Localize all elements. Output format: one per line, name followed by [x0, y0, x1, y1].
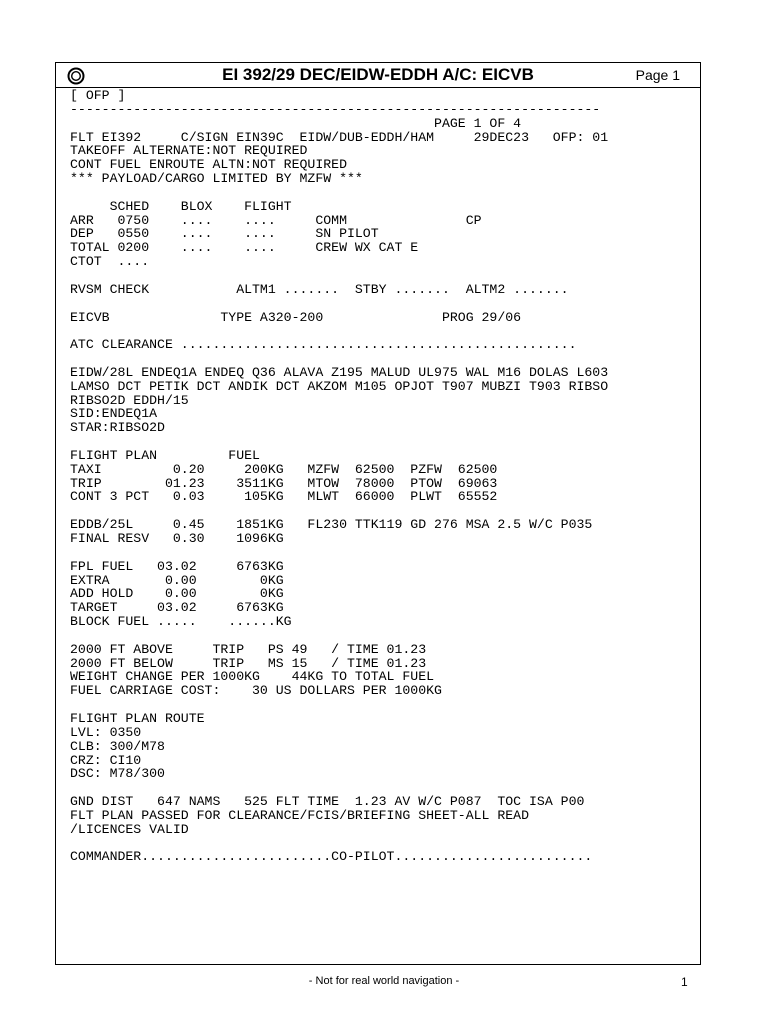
- ofp-line: [70, 435, 608, 449]
- ofp-line: FLT PLAN PASSED FOR CLEARANCE/FCIS/BRIEFING SHEET-ALL READ: [70, 807, 529, 823]
- ofp-line: FINAL RESV 0.30 1096KG: [70, 531, 284, 546]
- ofp-line: RVSM CHECK ALTM1 ....... STBY ....... ALTM2 .......: [70, 281, 569, 297]
- ofp-line: TAKEOFF ALTERNATE:NOT REQUIRED: [70, 143, 308, 159]
- footer-page-number: 1: [681, 975, 688, 989]
- ofp-line: [70, 186, 608, 200]
- ofp-line: COMMANDER........................CO-PILOT.........................: [70, 849, 593, 865]
- ofp-line: 2000 FT BELOW TRIP MS 15 / TIME 01.23: [70, 655, 427, 671]
- ofp-line: GND DIST 647 NAMS 525 FLT TIME 1.23 AV W/C P087 TOC ISA P00: [70, 794, 585, 810]
- ofp-line: RIBSO2D EDDH/15: [70, 392, 189, 408]
- ofp-line: [70, 352, 608, 366]
- ofp-line: /LICENCES VALID: [70, 821, 189, 837]
- ofp-line: WEIGHT CHANGE PER 1000KG 44KG TO TOTAL FUEL: [70, 669, 435, 685]
- ofp-line: [ OFP ]: [70, 88, 126, 103]
- ofp-line: FLIGHT PLAN ROUTE: [70, 710, 205, 726]
- document-frame: [55, 62, 701, 965]
- ofp-line: FLIGHT PLAN FUEL: [70, 447, 260, 463]
- ofp-line: LAMSO DCT PETIK DCT ANDIK DCT AKZOM M105 OPJOT T907 MUBZI T903 RIBSO: [70, 378, 609, 394]
- ofp-line: TOTAL 0200 .... .... CREW WX CAT E: [70, 240, 419, 256]
- ofp-line: EIDW/28L ENDEQ1A ENDEQ Q36 ALAVA Z195 MALUD UL975 WAL M16 DOLAS L603: [70, 364, 609, 380]
- ofp-line: LVL: 0350: [70, 724, 142, 740]
- ofp-line: PAGE 1 OF 4: [70, 115, 522, 131]
- ofp-line: ARR 0750 .... .... COMM CP: [70, 212, 482, 228]
- ofp-line: EDDB/25L 0.45 1851KG FL230 TTK119 GD 276 MSA 2.5 W/C P035: [70, 517, 593, 533]
- ofp-line: 2000 FT ABOVE TRIP PS 49 / TIME 01.23: [70, 641, 427, 657]
- ofp-line: ATC CLEARANCE ..................................................: [70, 337, 577, 353]
- ofp-line: TAXI 0.20 200KG MZFW 62500 PZFW 62500: [70, 461, 498, 477]
- ofp-line: [70, 698, 608, 712]
- ofp-line: CONT 3 PCT 0.03 105KG MLWT 66000 PLWT 65552: [70, 489, 498, 505]
- ofp-line: DEP 0550 .... .... SN PILOT: [70, 226, 379, 242]
- ofp-line: CRZ: CI10: [70, 752, 142, 768]
- ofp-line: FUEL CARRIAGE COST: 30 US DOLLARS PER 1000KG: [70, 683, 442, 699]
- ofp-line: FLT EI392 C/SIGN EIN39C EIDW/DUB-EDDH/HAM 29DEC23 OFP: 01: [70, 129, 609, 145]
- ofp-line: CLB: 300/M78: [70, 738, 165, 754]
- ofp-line: -------------------------------------------------------------------: [70, 101, 601, 117]
- ofp-line: [70, 297, 608, 311]
- flight-title: EI 392/29 DEC/EIDW-EDDH A/C: EICVB: [222, 65, 534, 84]
- ofp-line: [70, 837, 608, 851]
- ofp-line: TARGET 03.02 6763KG: [70, 600, 284, 616]
- ofp-line: [70, 324, 608, 338]
- ofp-line: CONT FUEL ENROUTE ALTN:NOT REQUIRED: [70, 157, 347, 173]
- ofp-line: EXTRA 0.00 0KG: [70, 572, 284, 588]
- ofp-line: SCHED BLOX FLIGHT: [70, 198, 292, 214]
- ofp-line: DSC: M78/300: [70, 766, 165, 782]
- ofp-line: FPL FUEL 03.02 6763KG: [70, 558, 284, 574]
- ofp-line: EICVB TYPE A320-200 PROG 29/06: [70, 309, 522, 325]
- ofp-line: *** PAYLOAD/CARGO LIMITED BY MZFW ***: [70, 171, 363, 187]
- ofp-line: BLOCK FUEL ..... ......KG: [70, 614, 292, 630]
- ofp-line: [70, 781, 608, 795]
- ofp-line: TRIP 01.23 3511KG MTOW 78000 PTOW 69063: [70, 475, 498, 491]
- ofp-line: [70, 546, 608, 560]
- ofp-line: [70, 504, 608, 518]
- document-header: [56, 63, 700, 88]
- ofp-line: ADD HOLD 0.00 0KG: [70, 586, 284, 602]
- ofp-line: SID:ENDEQ1A: [70, 406, 158, 422]
- ofp-body: [70, 89, 608, 864]
- ofp-line: [70, 269, 608, 283]
- ofp-line: CTOT ....: [70, 254, 150, 270]
- page-label: Page 1: [635, 67, 680, 83]
- footer-disclaimer: - Not for real world navigation -: [308, 975, 460, 987]
- ofp-line: [70, 629, 608, 643]
- ofp-line: STAR:RIBSO2D: [70, 420, 165, 436]
